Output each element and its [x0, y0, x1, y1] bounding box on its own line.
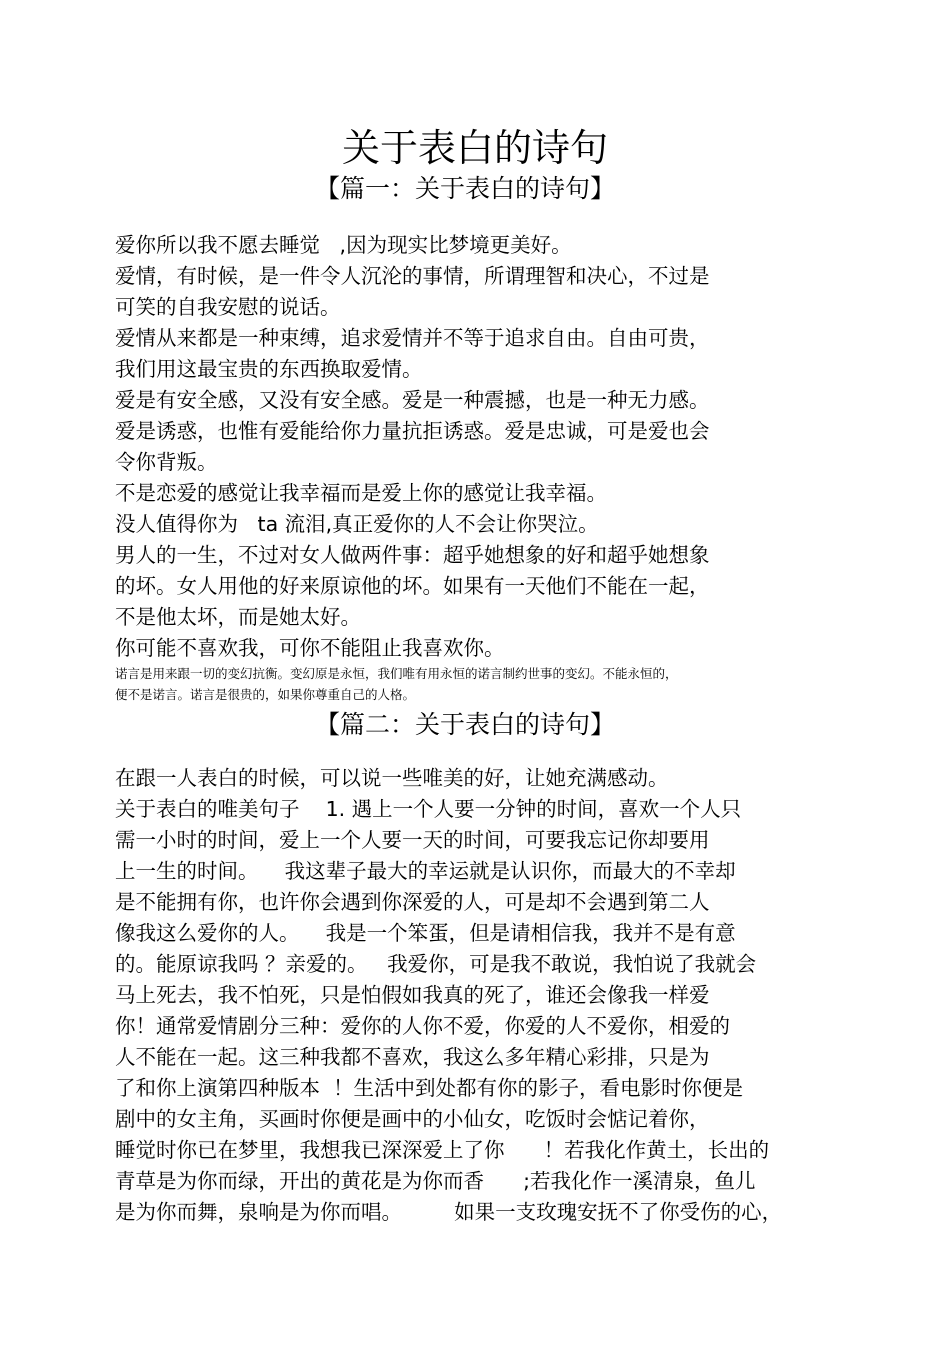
paragraph-line: 你！通常爱情剧分三种：爱你的人你不爱，你爱的人不爱你，相爱的 — [115, 1014, 730, 1038]
small-paragraph-line: 诺言是用来跟一切的变幻抗衡。变幻原是永恒，我们唯有用永恒的诺言制约世事的变幻。不能永恒的， — [115, 666, 678, 681]
paragraph-line: 爱你所以我不愿去睡觉 ,因为现实比梦境更美好。 — [115, 233, 572, 257]
paragraph-line: 你可能不喜欢我，可你不能阻止我喜欢你。 — [115, 636, 505, 660]
paragraph-line: 关于表白的唯美句子 1. 遇上一个人要一分钟的时间，喜欢一个人只 — [115, 797, 742, 821]
paragraph-line: 的。能原谅我吗 ？亲爱的。 我爱你，可是我不敢说，我怕说了我就会 — [115, 952, 757, 976]
paragraph-line: 爱情，有时候，是一件令人沉沦的事情，所谓理智和决心，不过是 — [115, 264, 710, 288]
paragraph-line: 不是他太坏，而是她太好。 — [115, 605, 361, 629]
paragraph-line: 爱是有安全感，又没有安全感。爱是一种震撼，也是一种无力感。 — [115, 388, 710, 412]
paragraph-line: 是为你而舞，泉响是为你而唱。 如果一支玫瑰安抚不了你受伤的心， — [115, 1200, 783, 1224]
paragraph-line: 不是恋爱的感觉让我幸福而是爱上你的感觉让我幸福。 — [115, 481, 607, 505]
paragraph-line: 是不能拥有你，也许你会遇到你深爱的人，可是却不会遇到第二人 — [115, 890, 710, 914]
paragraph-line: 需一小时的时间，爱上一个人要一天的时间，可要我忘记你却要用 — [115, 828, 710, 852]
paragraph-line: 没人值得你为 ta 流泪,真正爱你的人不会让你哭泣。 — [115, 512, 599, 536]
paragraph-line: 男人的一生，不过对女人做两件事：超乎她想象的好和超乎她想象 — [115, 543, 710, 567]
paragraph-line: 了和你上演第四种版本 ！生活中到处都有你的影子，看电影时你便是 — [115, 1076, 744, 1100]
paragraph-line: 像我这么爱你的人。 我是一个笨蛋，但是请相信我，我并不是有意 — [115, 921, 736, 945]
paragraph-line: 青草是为你而绿，开出的黄花是为你而香 ;若我化作一溪清泉，鱼儿 — [115, 1169, 756, 1193]
paragraph-line: 剧中的女主角，买画时你便是画中的小仙女，吃饭时会惦记着你， — [115, 1107, 710, 1131]
paragraph-line: 人不能在一起。这三种我都不喜欢，我这么多年精心彩排，只是为 — [115, 1045, 710, 1069]
page-title: 关于表白的诗句 — [341, 126, 608, 170]
paragraph-line: 在跟一人表白的时候，可以说一些唯美的好，让她充满感动。 — [115, 766, 669, 790]
paragraph-line: 爱是诱惑，也惟有爱能给你力量抗拒诱惑。爱是忠诚，可是爱也会 — [115, 419, 710, 443]
paragraph-line: 爱情从来都是一种束缚，追求爱情并不等于追求自由。自由可贵， — [115, 326, 710, 350]
paragraph-line: 上一生的时间。 我这辈子最大的幸运就是认识你，而最大的不幸却 — [115, 859, 736, 883]
paragraph-line: 马上死去，我不怕死，只是怕假如我真的死了，谁还会像我一样爱 — [115, 983, 710, 1007]
paragraph-line: 我们用这最宝贵的东西换取爱情。 — [115, 357, 423, 381]
small-paragraph-line: 便不是诺言。诺言是很贵的，如果你尊重自己的人格。 — [115, 687, 416, 702]
section-heading-2: 【篇二：关于表白的诗句】 — [314, 710, 615, 739]
paragraph-line: 令你背叛。 — [115, 450, 218, 474]
paragraph-line: 的坏。女人用他的好来原谅他的坏。如果有一天他们不能在一起， — [115, 574, 710, 598]
paragraph-line: 可笑的自我安慰的说话。 — [115, 295, 341, 319]
section-heading-1: 【篇一：关于表白的诗句】 — [314, 174, 615, 203]
paragraph-line: 睡觉时你已在梦里，我想我已深深爱上了你 ！若我化作黄土，长出的 — [115, 1138, 770, 1162]
